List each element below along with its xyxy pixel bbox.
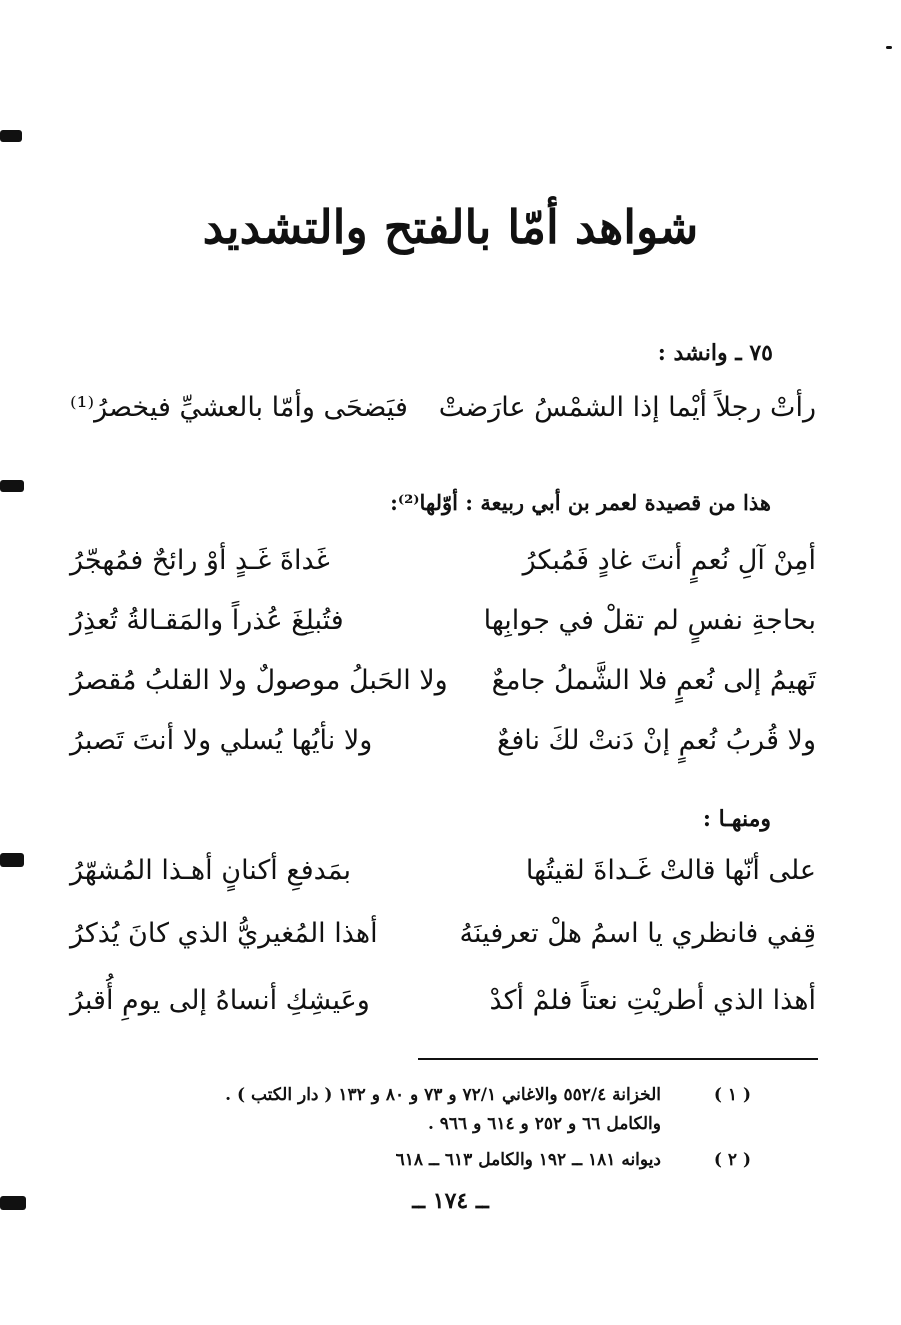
entry-number: ٧٥ ـ وانشد : xyxy=(657,340,773,366)
footnote-number: ( ٢ ) xyxy=(713,1150,751,1170)
verse-second-hemistich: ولا الحَبلُ موصولٌ ولا القلبُ مُقصرُ xyxy=(70,665,448,696)
verse-first-hemistich: ولا قُربُ نُعمٍ إنْ دَنتْ لكَ نافعٌ xyxy=(496,725,816,756)
verse-second-hemistich: غَداةَ غَـدٍ أوْ رائحٌ فمُهجّرُ xyxy=(70,545,330,576)
verse-row xyxy=(70,855,816,905)
footnote-text: والكامل ٦٦ و ٢٥٢ و ٦١٤ و ٩٦٦ . xyxy=(427,1114,661,1134)
verse-second-hemistich: فتُبلِغَ عُذراً والمَقـالةُ تُعذِرُ xyxy=(70,605,344,636)
verse-first-hemistich: أمِنْ آلِ نُعمٍ أنتَ غادٍ فَمُبكرُ xyxy=(522,545,816,576)
footnote-number: ( ١ ) xyxy=(713,1085,751,1105)
footnote-text: ديوانه ١٨١ ــ ١٩٢ والكامل ٦١٣ ــ ٦١٨ xyxy=(395,1150,661,1170)
verse-first-hemistich: قِفي فانظري يا اسمُ هلْ تعرفينَهُ xyxy=(459,918,816,949)
verse-second-hemistich: أهذا المُغيريُّ الذي كانَ يُذكرُ xyxy=(70,918,378,949)
scan-mark xyxy=(886,46,892,49)
verse-first-hemistich: أهذا الذي أطريْتِ نعتاً فلمْ أكدْ xyxy=(489,985,816,1016)
verse-row xyxy=(70,725,816,775)
intro-text: هذا من قصيدة لعمر بن أبي ربيعة : أوّلها⁽²⁾: xyxy=(390,490,771,515)
page-number: ــ ١٧٤ ــ xyxy=(412,1188,489,1214)
verse-row xyxy=(70,605,816,655)
verse-first-hemistich: بحاجةِ نفسٍ لم تقلْ في جوابِها xyxy=(483,605,816,636)
verse-row xyxy=(70,545,816,595)
verse-second-hemistich: بمَدفعِ أكنانٍ أهـذا المُشهّرُ xyxy=(70,855,351,886)
page-title: شواهد أمّا بالفتح والتشديد xyxy=(202,200,699,254)
scan-mark xyxy=(0,853,24,867)
verse-row xyxy=(70,985,816,1035)
verse-row xyxy=(70,392,816,442)
footnote-text: الخزانة ٥٥٢/٤ والاغاني ٧٢/١ و ٧٣ و ٨٠ و ١٣٢ ( دار الكتب ) . xyxy=(225,1085,661,1105)
scan-mark xyxy=(0,130,22,142)
verse-row xyxy=(70,665,816,715)
verse-second-hemistich: وعَيشِكِ أنساهُ إلى يومِ أُقبرُ xyxy=(70,985,370,1016)
verse-first-hemistich: تَهيمُ إلى نُعمٍ فلا الشَّملُ جامعٌ xyxy=(491,665,816,696)
minha-label: ومنهـا : xyxy=(702,806,771,832)
verse-second-hemistich: ولا نأيُها يُسلي ولا أنتَ تَصبرُ xyxy=(70,725,373,756)
verse-first-hemistich: رأتْ رجلاً أيْما إذا الشمْسُ عارَضتْ xyxy=(438,392,816,423)
verse-second-hemistich: فيَضحَى وأمّا بالعشيِّ فيخصرُ⁽¹⁾ xyxy=(70,392,408,423)
footnote-divider xyxy=(418,1058,818,1060)
verse-row xyxy=(70,918,816,968)
scan-mark xyxy=(0,480,24,492)
verse-first-hemistich: على أنّها قالتْ غَـداةَ لقيتُها xyxy=(525,855,816,886)
